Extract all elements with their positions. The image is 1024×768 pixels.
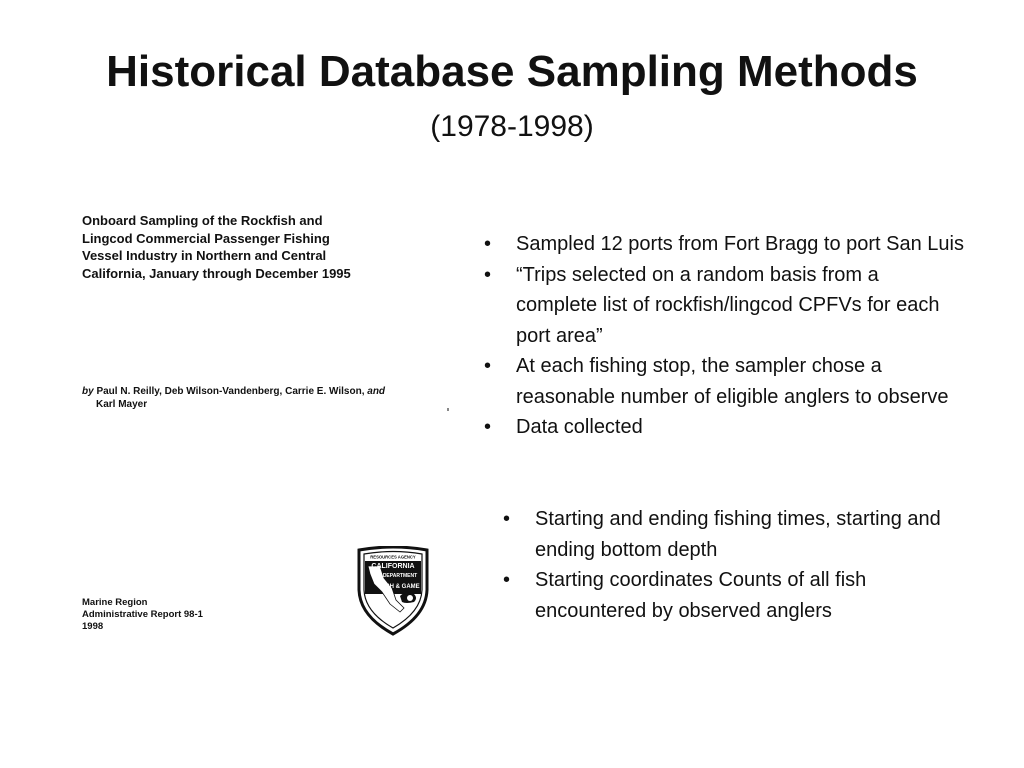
report-footer-line: 1998 [82,621,104,632]
seal-arc-text: RESOURCES AGENCY [370,554,416,560]
authors-line: Karl Mayer [96,399,148,410]
bullet-marker: • [503,569,511,591]
bullet-marker: • [484,416,492,438]
authors-by-label: by [82,386,94,397]
seal-text-line: DEPARTMENT [382,573,418,579]
report-title-line: Lingcod Commercial Passenger Fishing [82,230,330,246]
sub-bullet-item [503,565,954,626]
scan-speck [447,408,449,411]
authors-and-label: and [367,386,386,397]
slide-subtitle: (1978-1998) [430,110,594,143]
report-footer-line: Marine Region [82,597,148,608]
bullet-list [484,229,964,443]
bullet-marker: • [484,233,492,255]
report-title [82,212,422,282]
sub-bullet-item [503,504,954,565]
bullet-text: Starting coordinates Counts of all fish encountered by observed anglers [535,569,867,622]
report-title-line: California, January through December 1995 [82,265,351,281]
sub-bullet-list [484,504,954,626]
report-title-line: Onboard Sampling of the Rockfish and [82,213,323,228]
bullet-text: Sampled 12 ports from Fort Bragg to port San Luis [516,233,964,255]
bullet-text: Starting and ending fishing times, starting and ending bottom depth [535,508,941,561]
bullet-text: At each fishing stop, the sampler chose a reasonable number of eligible anglers to observe [516,355,949,408]
seal-text-line: FISH & GAME [380,584,420,590]
report-title-line: Vessel Industry in Northern and Central [82,248,327,263]
report-authors [82,385,442,411]
seal-text-line: CALIFORNIA [371,563,415,570]
bullet-text: Data collected [516,416,643,438]
bullet-text: “Trips selected on a random basis from a complete list of rockfish/lingcod CPFVs for each port area” [516,263,940,347]
report-cover-image [60,200,460,660]
bullet-marker: • [484,263,492,286]
bullet-marker: • [503,508,511,530]
authors-line: Paul N. Reilly, Deb Wilson-Vandenberg, Carrie E. Wilson, [96,386,365,397]
report-footer [82,597,282,633]
bullet-item [484,229,964,260]
bullet-item [484,351,964,412]
bullet-item [484,412,964,443]
fish-and-game-seal-icon [356,546,430,636]
bullet-marker: • [484,355,492,377]
bullet-item [484,260,964,352]
slide-title: Historical Database Sampling Methods [106,47,918,96]
report-footer-line: Administrative Report 98-1 [82,609,203,620]
